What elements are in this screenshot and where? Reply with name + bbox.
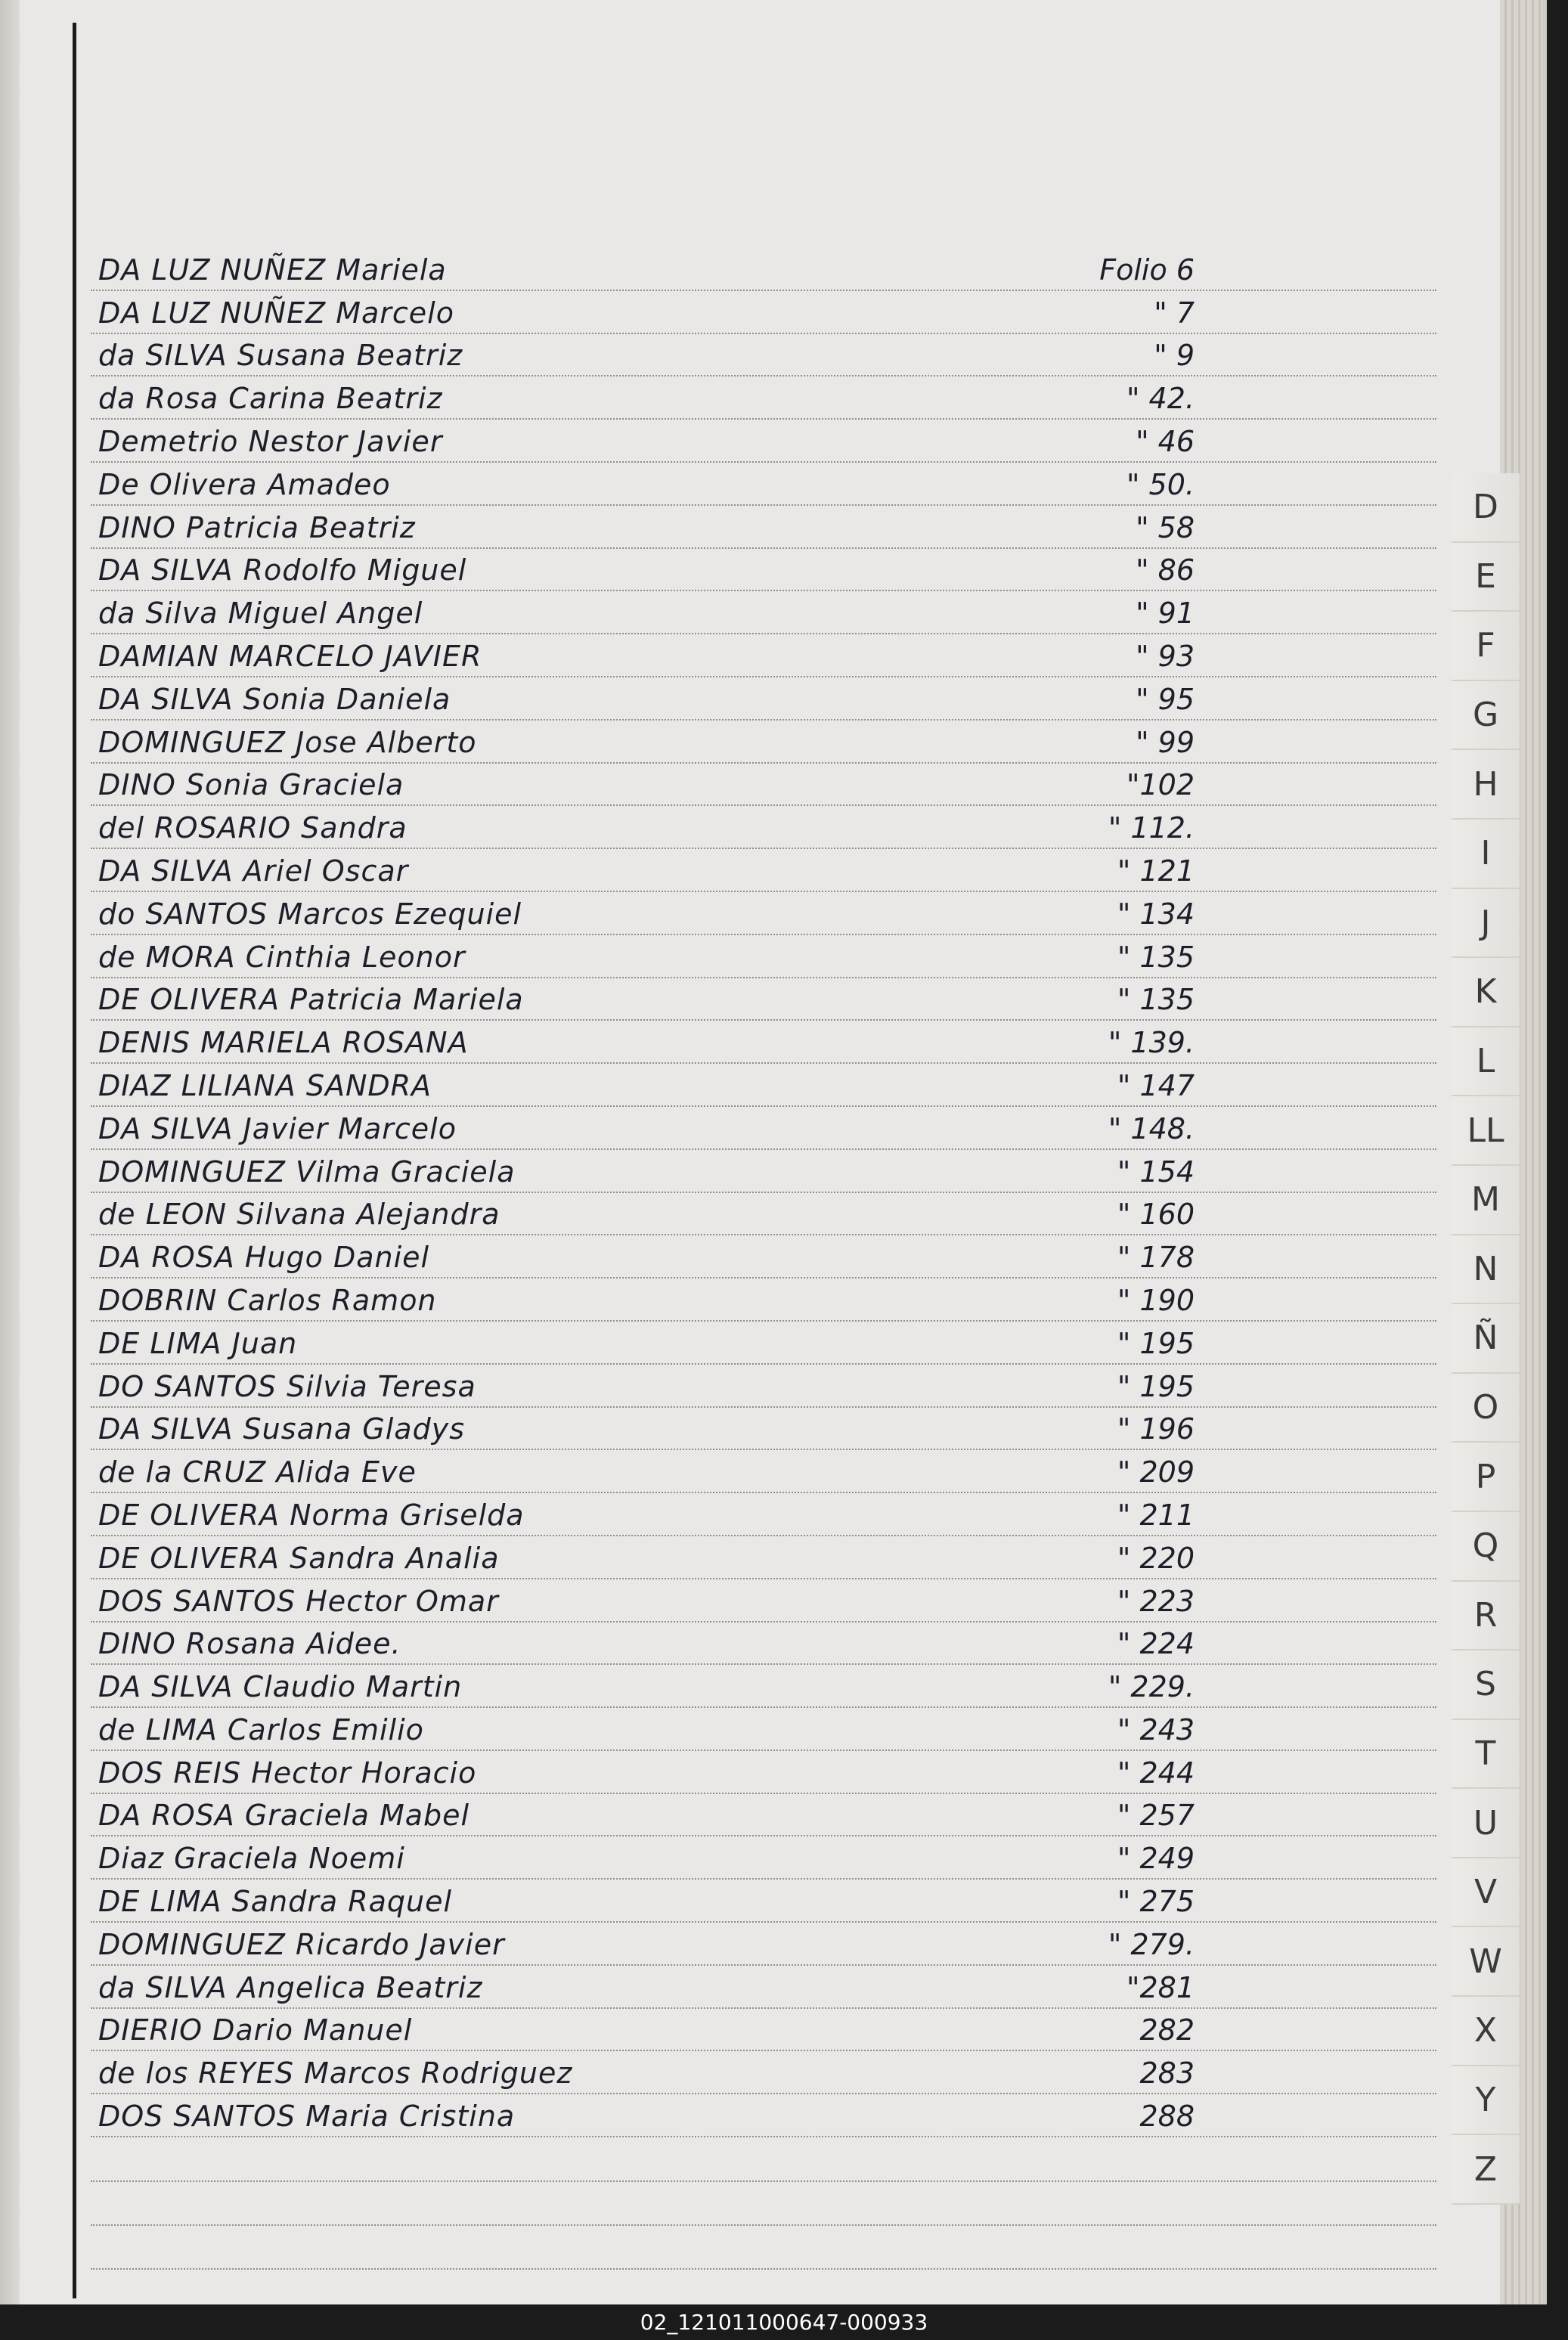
entry-row [91, 634, 1436, 677]
entry-name: DIERIO Dario Manuel [98, 2013, 413, 2047]
index-tab[interactable]: Q [1452, 1512, 1520, 1582]
entry-folio: " 148. [1108, 1111, 1195, 1145]
entry-name: DOS SANTOS Maria Cristina [98, 2100, 516, 2134]
entry-name: DAMIAN MARCELO JAVIER [98, 639, 482, 673]
entry-row [91, 1021, 1436, 1064]
entry-name: DE LIMA Juan [98, 1326, 298, 1360]
index-tab[interactable]: U [1452, 1789, 1520, 1858]
entry-folio: " 99 [1136, 725, 1195, 759]
entry-name: De Olivera Amadeo [98, 467, 391, 501]
entry-row [91, 2051, 1436, 2094]
entry-name: DA LUZ NUÑEZ Marcelo [98, 296, 454, 330]
entry-row [91, 1708, 1436, 1751]
entry-name: DE OLIVERA Sandra Analia [98, 1541, 500, 1575]
entry-row [91, 591, 1436, 634]
index-tab[interactable]: LL [1452, 1096, 1520, 1166]
entry-folio: " 135 [1117, 940, 1195, 974]
entry-name: del ROSARIO Sandra [98, 811, 407, 845]
entry-folio: Folio 6 [1099, 253, 1195, 287]
entry-name: DINO Rosana Aidee. [98, 1627, 401, 1661]
entry-name: DOBRIN Carlos Ramon [98, 1283, 437, 1317]
entry-folio: " 95 [1136, 682, 1195, 716]
entry-folio: " 195 [1117, 1369, 1195, 1403]
entry-folio: " 139. [1108, 1026, 1195, 1060]
entry-folio: " 134 [1117, 897, 1195, 931]
entry-folio: " 224 [1117, 1627, 1195, 1661]
entry-name: de LEON Silvana Alejandra [98, 1198, 500, 1232]
entry-row [91, 1322, 1436, 1365]
index-tab[interactable]: X [1452, 1997, 1520, 2066]
entry-folio: " 7 [1154, 296, 1195, 330]
entry-row [91, 892, 1436, 935]
entry-row [91, 806, 1436, 849]
entry-folio: " 190 [1117, 1283, 1195, 1317]
entry-row [91, 549, 1436, 592]
entry-name: DA SILVA Ariel Oscar [98, 854, 409, 888]
entry-name: da SILVA Susana Beatriz [98, 339, 463, 373]
index-tab[interactable]: D [1452, 473, 1520, 543]
entry-name: da SILVA Angelica Beatriz [98, 1970, 483, 2004]
entry-folio: " 58 [1136, 510, 1195, 544]
entry-folio: 282 [1139, 2013, 1195, 2047]
index-tab[interactable]: J [1452, 889, 1520, 959]
entry-folio: " 220 [1117, 1541, 1195, 1575]
entry-name: DE OLIVERA Norma Griselda [98, 1498, 525, 1532]
empty-rows [91, 2138, 1436, 2270]
entry-folio: " 160 [1117, 1198, 1195, 1232]
entry-row [91, 935, 1436, 978]
entry-folio: "102 [1126, 768, 1195, 802]
entry-row [91, 1278, 1436, 1322]
alphabet-index-tabs [1452, 473, 1520, 2205]
index-tab[interactable]: O [1452, 1374, 1520, 1443]
empty-row [91, 2138, 1436, 2182]
entry-folio: " 154 [1117, 1155, 1195, 1189]
index-tab[interactable]: P [1452, 1443, 1520, 1512]
entry-row [91, 1923, 1436, 1966]
entry-row [91, 2094, 1436, 2137]
entry-folio: "281 [1126, 1970, 1195, 2004]
entry-name: da Rosa Carina Beatriz [98, 382, 443, 416]
entry-folio: " 50. [1126, 467, 1195, 501]
entry-row [91, 1107, 1436, 1150]
entry-folio: " 86 [1136, 553, 1195, 587]
index-tab[interactable]: K [1452, 958, 1520, 1027]
entry-name: DE LIMA Sandra Raquel [98, 1885, 453, 1919]
entry-name: DA SILVA Susana Gladys [98, 1412, 465, 1446]
entry-name: DA SILVA Sonia Daniela [98, 682, 451, 716]
entry-row [91, 1493, 1436, 1536]
page-binding [0, 0, 20, 2304]
index-tab[interactable]: N [1452, 1235, 1520, 1305]
entry-name: DOS REIS Hector Horacio [98, 1756, 477, 1790]
index-tab[interactable]: M [1452, 1166, 1520, 1235]
entry-folio: " 196 [1117, 1412, 1195, 1446]
entry-row [91, 1064, 1436, 1107]
entry-name: de los REYES Marcos Rodriguez [98, 2056, 573, 2091]
entry-folio: " 229. [1108, 1670, 1195, 1704]
index-tab[interactable]: L [1452, 1027, 1520, 1097]
entry-folio: " 249 [1117, 1842, 1195, 1876]
entry-row [91, 1665, 1436, 1708]
entry-row [91, 1536, 1436, 1579]
entry-name: DO SANTOS Silvia Teresa [98, 1369, 476, 1403]
entry-row [91, 1623, 1436, 1666]
entry-folio: " 9 [1154, 339, 1195, 373]
entry-folio: " 223 [1117, 1584, 1195, 1618]
entry-row [91, 1579, 1436, 1623]
entry-name: DE OLIVERA Patricia Mariela [98, 983, 524, 1017]
entry-row [91, 334, 1436, 377]
entry-folio: " 178 [1117, 1241, 1195, 1275]
entry-row [91, 506, 1436, 549]
entry-folio: " 42. [1126, 382, 1195, 416]
entry-name: da Silva Miguel Angel [98, 597, 423, 631]
entry-row [91, 2009, 1436, 2052]
image-id-footer: 02_121011000647-000933 [640, 2310, 928, 2335]
entry-name: de la CRUZ Alida Eve [98, 1455, 417, 1489]
entry-row [91, 1150, 1436, 1193]
entry-folio: " 112. [1108, 811, 1195, 845]
index-tab[interactable]: I [1452, 820, 1520, 889]
entry-row [91, 978, 1436, 1021]
index-tab[interactable]: F [1452, 612, 1520, 681]
entry-row [91, 1794, 1436, 1837]
entry-name: de LIMA Carlos Emilio [98, 1712, 424, 1746]
empty-row [91, 2226, 1436, 2270]
entry-row [91, 849, 1436, 892]
empty-row [91, 2182, 1436, 2226]
entry-name: DENIS MARIELA ROSANA [98, 1026, 469, 1060]
index-tab[interactable]: G [1452, 681, 1520, 751]
index-tab[interactable]: W [1452, 1927, 1520, 1997]
entry-row [91, 377, 1436, 420]
entries-list [91, 248, 1436, 2137]
entry-folio: " 244 [1117, 1756, 1195, 1790]
entry-folio: " 46 [1136, 424, 1195, 458]
entry-folio: " 93 [1136, 639, 1195, 673]
entry-row [91, 463, 1436, 506]
entry-row [91, 1408, 1436, 1451]
entry-name: DIAZ LILIANA SANDRA [98, 1068, 432, 1102]
entry-folio: 283 [1139, 2056, 1195, 2091]
entry-folio: " 135 [1117, 983, 1195, 1017]
entry-row [91, 1880, 1436, 1923]
index-tab[interactable]: E [1452, 543, 1520, 612]
index-tab[interactable]: S [1452, 1650, 1520, 1720]
entry-name: DOMINGUEZ Ricardo Javier [98, 1927, 505, 1961]
entry-row [91, 291, 1436, 334]
index-tab[interactable]: Ñ [1452, 1304, 1520, 1374]
entry-folio: " 195 [1117, 1326, 1195, 1360]
index-tab[interactable]: T [1452, 1720, 1520, 1790]
entry-name: DA SILVA Rodolfo Miguel [98, 553, 467, 587]
entry-folio: " 121 [1117, 854, 1195, 888]
entry-name: Diaz Graciela Noemi [98, 1842, 405, 1876]
index-tab[interactable]: V [1452, 1858, 1520, 1928]
entry-row [91, 764, 1436, 807]
entry-row [91, 721, 1436, 764]
entry-folio: " 91 [1136, 597, 1195, 631]
entry-folio: " 211 [1117, 1498, 1195, 1532]
index-tab[interactable]: Y [1452, 2066, 1520, 2136]
entry-folio: " 257 [1117, 1799, 1195, 1833]
entry-name: DINO Sonia Graciela [98, 768, 404, 802]
entry-name: DA LUZ NUÑEZ Mariela [98, 253, 447, 287]
entry-name: DA SILVA Javier Marcelo [98, 1111, 457, 1145]
index-tab[interactable]: Z [1452, 2135, 1520, 2205]
entry-name: DA ROSA Graciela Mabel [98, 1799, 470, 1833]
entry-name: de MORA Cinthia Leonor [98, 940, 466, 974]
entry-folio: " 209 [1117, 1455, 1195, 1489]
entry-folio: 288 [1139, 2100, 1195, 2134]
entry-name: do SANTOS Marcos Ezequiel [98, 897, 522, 931]
entry-folio: " 147 [1117, 1068, 1195, 1102]
entry-row [91, 1365, 1436, 1408]
entry-row [91, 1751, 1436, 1794]
entry-name: DINO Patricia Beatriz [98, 510, 416, 544]
entry-name: DOMINGUEZ Jose Alberto [98, 725, 477, 759]
entry-row [91, 1193, 1436, 1236]
entry-name: DOMINGUEZ Vilma Graciela [98, 1155, 516, 1189]
entry-folio: " 275 [1117, 1885, 1195, 1919]
entry-row [91, 1235, 1436, 1278]
entry-name: DA ROSA Hugo Daniel [98, 1241, 430, 1275]
entry-name: DOS SANTOS Hector Omar [98, 1584, 499, 1618]
entry-folio: " 279. [1108, 1927, 1195, 1961]
entry-name: DA SILVA Claudio Martin [98, 1670, 463, 1704]
index-tab[interactable]: R [1452, 1582, 1520, 1651]
entry-row [91, 420, 1436, 463]
entry-row [91, 1836, 1436, 1880]
index-tab[interactable]: H [1452, 750, 1520, 820]
entry-row [91, 1966, 1436, 2009]
entry-name: Demetrio Nestor Javier [98, 424, 443, 458]
margin-rule [73, 23, 76, 2298]
entry-row [91, 248, 1436, 291]
entry-row [91, 1450, 1436, 1493]
entry-row [91, 677, 1436, 721]
entry-folio: " 243 [1117, 1712, 1195, 1746]
